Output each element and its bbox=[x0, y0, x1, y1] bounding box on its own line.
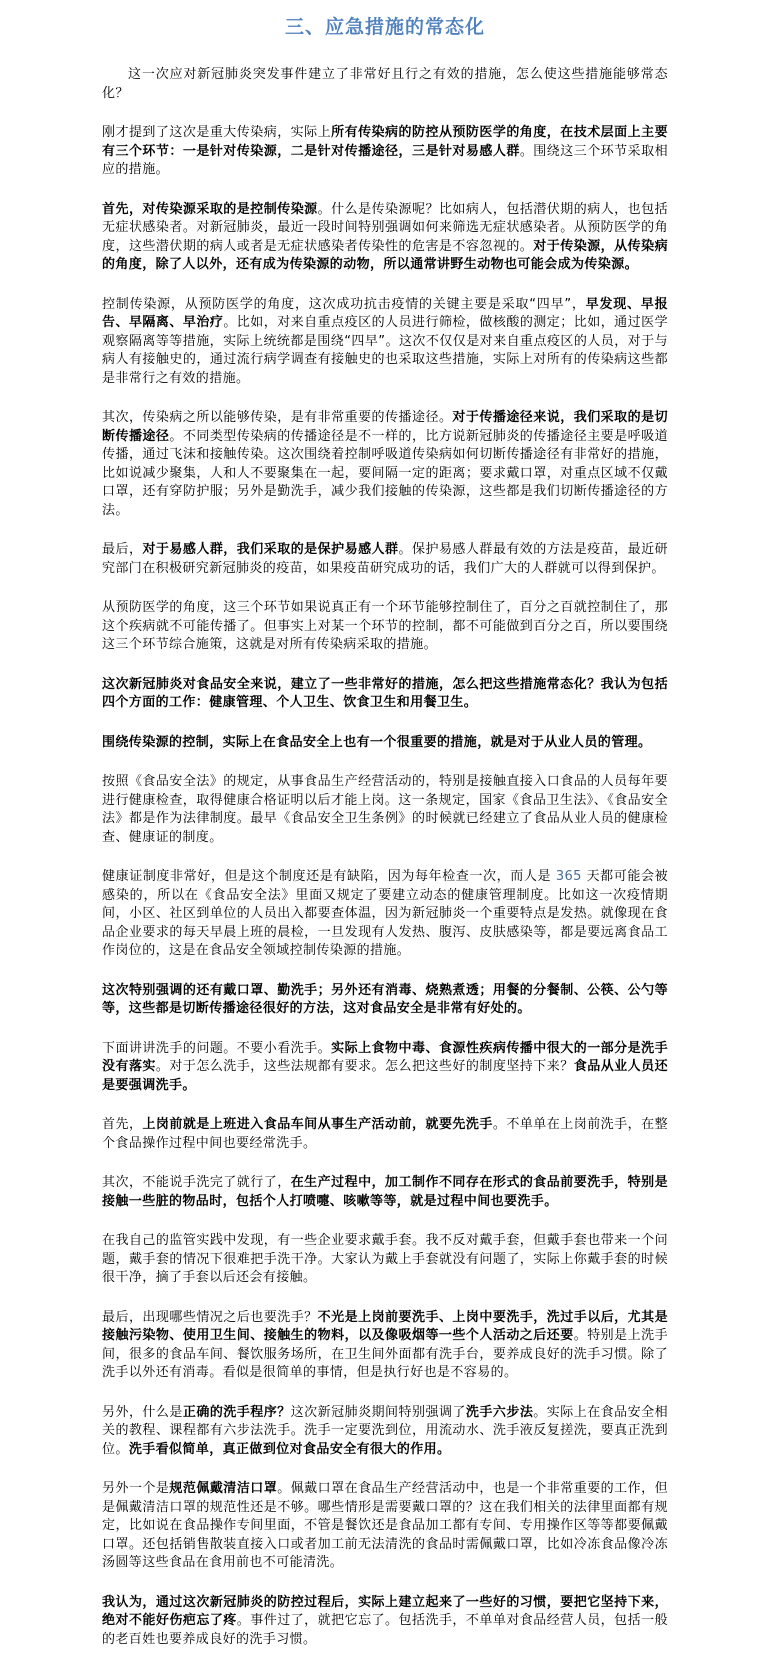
text-run: 这一次应对新冠肺炎突发事件建立了非常好且行之有效的措施，怎么使这些措施能够常态化？ bbox=[102, 67, 668, 101]
paragraph bbox=[102, 1116, 668, 1153]
text-run: 。对于怎么洗手，这些法规都有要求。怎么把这些好的制度坚持下来？ bbox=[155, 1059, 574, 1074]
paragraph bbox=[102, 676, 668, 713]
text-run-bold: 这次新冠肺炎对食品安全来说，建立了一些非常好的措施，怎么把这些措施常态化？我认为包括四个方面的工作：健康管理、个人卫生、饮食卫生和用餐卫生。 bbox=[102, 676, 668, 710]
text-run: 。实际上在食品安全相关的教程、课程都有六步法洗手。洗手一定要洗到位，用流动水、洗手液反复搓洗，要真正洗到位。 bbox=[102, 1404, 668, 1457]
text-run: 。不同类型传染病的传播途径是不一样的，比方说新冠肺炎的传播途径主要是呼吸道传播，通过飞沫和接触传染。这次围绕着控制呼吸道传染病如何切断传播途径有非常好的措施，比如说减少聚集，人和人不要聚集在一起，要间隔一定的距离；要求戴口罩，对重点区域不仅戴口罩，还有穿防护服；另外是勤洗手，减少我们接触的传染源，这些都是我们切断传播途径的方法。 bbox=[102, 428, 668, 518]
text-run: 另外一个是 bbox=[102, 1481, 170, 1496]
paragraph bbox=[102, 734, 668, 753]
text-run: 。特别是上洗手间，很多的食品车间、餐饮服务场所，在卫生间外面都有洗手台，要养成良好的洗手习惯。除了洗手以外还有消毒。看似是很简单的事情，但是执行好也是不容易的。 bbox=[102, 1328, 668, 1380]
text-run: 。佩戴口罩在食品生产经营活动中，也是一个非常重要的工作，但是佩戴清洁口罩的规范性还是不够。哪些情形是需要戴口罩的？这在我们相关的法律里面都有规定，比如说在食品操作专间里面，不管是餐饮还是食品加工都有专间、专用操作区等等都要佩戴口罩。还包括销售散装直接入口或者加工前无法清洗的食品时需佩戴口罩，比如冷冻食品像冷冻汤圆等这些食品在食用前也不可能清洗。 bbox=[102, 1481, 668, 1570]
paragraph bbox=[102, 1480, 668, 1573]
paragraph bbox=[102, 982, 668, 1019]
text-run-bold: 我认为，通过这次新冠肺炎的防控过程后，实际上建立起来了一些好的习惯，要把它坚持下来，绝对不能好伤疤忘了疼 bbox=[102, 1594, 668, 1628]
document-body bbox=[102, 66, 668, 1649]
text-run: 按照《食品安全法》的规定，从事食品生产经营活动的，特别是接触直接入口食品的人员每年要进行健康检查，取得健康合格证明以后才能上岗。这一条规定，国家《食品卫生法》、《食品安全法》都是作为法律制度。最早《食品安全卫生条例》的时候就已经建立了食品从业人员的健康检查、健康证的制度。 bbox=[102, 774, 668, 845]
paragraph bbox=[102, 1174, 668, 1211]
number-text: 365 bbox=[555, 869, 582, 884]
text-run-bold: 这次特别强调的还有戴口罩、勤洗手；另外还有消毒、烧熟煮透；用餐的分餐制、公筷、公勺等等，这些都是切断传播途径很好的方法，这对食品安全是非常有好处的。 bbox=[102, 982, 668, 1016]
paragraph bbox=[102, 773, 668, 847]
text-run: 。不单单在上岗前洗手，在整个食品操作过程中间也要经常洗手。 bbox=[102, 1117, 668, 1151]
text-run: 。围绕这三个环节采取相应的措施。 bbox=[102, 143, 668, 177]
paragraph bbox=[102, 296, 668, 389]
paragraph bbox=[102, 1232, 668, 1288]
paragraph bbox=[102, 1594, 668, 1650]
text-run-bold: 正确的洗手程序？ bbox=[182, 1404, 291, 1420]
text-run-bold: 对于传播途径来说，我们采取的是切断传播途径 bbox=[102, 410, 668, 444]
paragraph bbox=[102, 868, 668, 961]
text-run: 其次，传染病之所以能够传染，是有非常重要的传播途径。 bbox=[102, 410, 453, 425]
text-run: 在我自己的监管实践中发现，有一些企业要求戴手套。我不反对戴手套，但戴手套也带来一个问题，戴手套的情况下很难把手洗干净。大家认为戴上手套就没有问题了，实际上你戴手套的时候很干净，摘了手套以后还会有接触。 bbox=[102, 1233, 668, 1285]
text-run-bold: 对于传染源，从传染病的角度，除了人以外，还有成为传染源的动物，所以通常讲野生动物也可能会成为传染源。 bbox=[102, 238, 668, 272]
text-run-bold: 在生产过程中，加工制作不同存在形式的食品前要洗手，特别是接触一些脏的物品时，包括个人打喷嚏、咳嗽等等，就是过程中间也要洗手。 bbox=[102, 1175, 669, 1209]
text-run-bold: 首先，对传染源采取的是控制传染源 bbox=[102, 201, 318, 217]
text-run-bold: 对于易感人群，我们采取的是保护易感人群 bbox=[142, 542, 399, 557]
text-run: 从预防医学的角度，这三个环节如果说真正有一个环节能够控制住了，百分之百就控制住了，那这个疾病就不可能传播了。但事实上对某一个环节的控制，都不可能做到百分之百，所以要围绕这三个环节综合施策，这就是对所有传染病采取的措施。 bbox=[102, 600, 668, 652]
text-run: 健康证制度非常好，但是这个制度还是有缺陷，因为每年检查一次，而人是 bbox=[102, 869, 556, 884]
text-run-bold: 食品从业人员还是要强调洗手。 bbox=[102, 1059, 668, 1093]
document-page bbox=[102, 14, 668, 1670]
text-run: 。事件过了，就把它忘了。包括洗手，不单单对食品经营人员，包括一般的老百姓也要养成良好的洗手习惯。 bbox=[102, 1613, 668, 1647]
text-run-bold: 不光是上岗前要洗手、上岗中要洗手，洗过手以后，尤其是接触污染物、使用卫生间、接触生的物料，以及像吸烟等一些个人活动之后还要 bbox=[102, 1309, 669, 1343]
text-run-bold: 实际上食物中毒、食源性疾病传播中很大的一部分是洗手没有落实 bbox=[102, 1040, 668, 1074]
paragraph bbox=[102, 541, 668, 578]
text-run: 其次，不能说手洗完了就行了， bbox=[102, 1175, 291, 1190]
text-run: 下面讲讲洗手的问题。不要小看洗手。 bbox=[102, 1040, 332, 1056]
document-title: 三、应急措施的常态化 bbox=[284, 16, 485, 38]
text-run-bold: 规范佩戴清洁口罩 bbox=[169, 1481, 278, 1496]
text-run-bold: 洗手看似简单，真正做到位对食品安全有很大的作用。 bbox=[128, 1441, 451, 1457]
text-run-bold: 早发现、早报告、早隔离、早治疗 bbox=[102, 296, 668, 330]
text-run: 另外，什么是 bbox=[102, 1404, 183, 1420]
paragraph bbox=[102, 1309, 668, 1383]
text-run: 最后， bbox=[102, 542, 143, 557]
paragraph bbox=[102, 1040, 668, 1096]
text-run: 。保护易感人群最有效的方法是疫苗，最近研究部门在积极研究新冠肺炎的疫苗，如果疫苗研究成功的话，我们广大的人群就可以得到保护。 bbox=[102, 542, 668, 576]
paragraph bbox=[102, 124, 668, 180]
text-run: 控制传染源，从预防医学的角度，这次成功抗击疫情的关键主要是采取“四早”， bbox=[102, 296, 586, 312]
paragraph bbox=[102, 599, 668, 655]
text-run-bold: 所有传染病的防控从预防医学的角度，在技术层面上主要有三个环节：一是针对传染源，二是针对传播途径，三是针对易感人群 bbox=[102, 125, 668, 159]
paragraph bbox=[102, 201, 668, 275]
text-run: 。比如，对来自重点疫区的人员进行筛检，做核酸的测定；比如，通过医学观察隔离等等措施，实际上统统都是围绕“四早”。这次不仅仅是对来自重点疫区的人员，对于与病人有接触史的，通过流行病学调查有接触史的也采取这些措施，实际上对所有的传染病这些都是非常行之有效的措施。 bbox=[102, 315, 669, 386]
text-run: 刚才提到了这次是重大传染病，实际上 bbox=[102, 125, 332, 140]
paragraph bbox=[102, 66, 668, 103]
text-run-bold: 上岗前就是上班进入食品车间从事生产活动前，就要先洗手 bbox=[142, 1117, 493, 1132]
paragraph bbox=[102, 1404, 668, 1460]
text-run-bold: 围绕传染源的控制，实际上在食品安全上也有一个很重要的措施，就是对于从业人员的管理。 bbox=[102, 734, 652, 750]
text-run: 最后，出现哪些情况之后也要洗手？ bbox=[102, 1309, 318, 1325]
text-run: 首先， bbox=[102, 1117, 143, 1132]
text-run: 。什么是传染源呢？比如病人，包括潜伏期的病人，也包括无症状感染者。对新冠肺炎，最近一段时间特别强调如何来筛选无症状感染者。从预防医学的角度，这些潜伏期的病人或者是无症状感染者传染性的危害是不容忽视的。 bbox=[102, 201, 669, 254]
text-run-bold: 洗手六步法 bbox=[465, 1404, 534, 1420]
text-run: 这次新冠肺炎期间特别强调了 bbox=[290, 1404, 466, 1420]
paragraph bbox=[102, 409, 668, 520]
text-run: 天都可能会被感染的，所以在《食品安全法》里面又规定了要建立动态的健康管理制度。比如这一次疫情期间，小区、社区到单位的人员出入都要查体温，因为新冠肺炎一个重要特点是发热。就像现在食品企业要求的每天早晨上班的晨检，一旦发现有人发热、腹泻、皮肤感染等，都是要远离食品工作岗位的，这是在食品安全领域控制传染源的措施。 bbox=[102, 869, 669, 958]
